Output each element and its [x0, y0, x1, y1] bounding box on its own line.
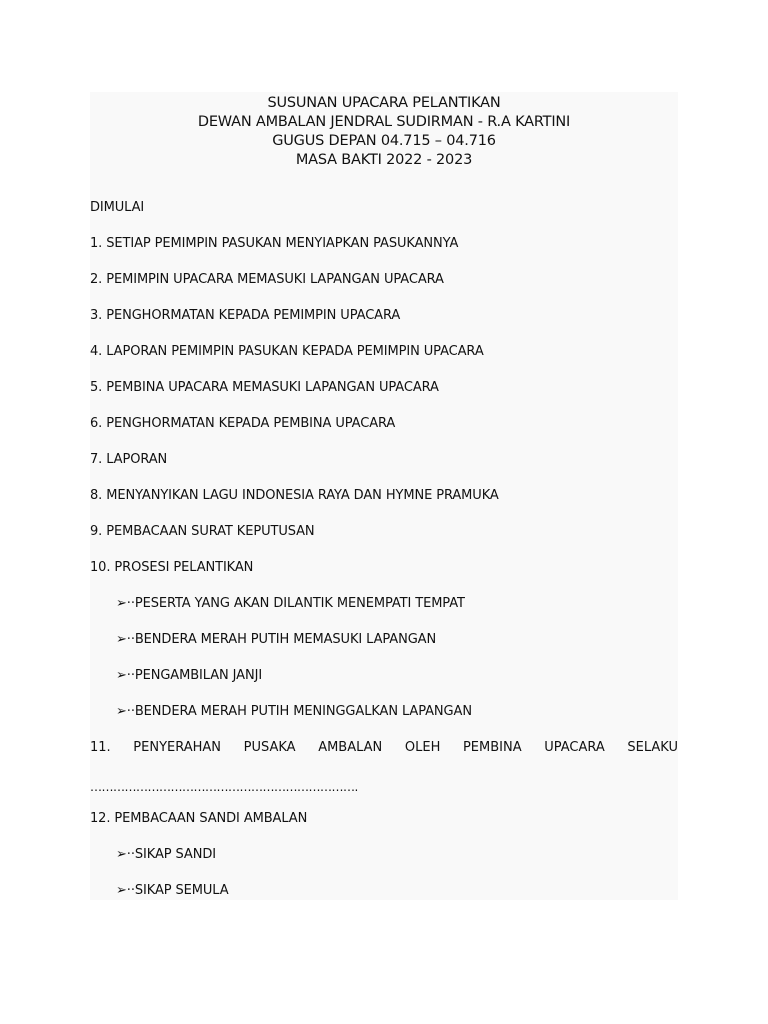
item11-word: PEMBINA	[462, 740, 522, 755]
item11-dotted-continuation: …………………………………………………………….	[90, 780, 358, 794]
list-item-10: 10. PROSESI PELANTIKAN	[90, 560, 254, 575]
list-item-4: 4. LAPORAN PEMIMPIN PASUKAN KEPADA PEMIMPIN UPACARA	[90, 344, 484, 359]
document-title	[90, 94, 678, 170]
item11-word: 11.	[90, 740, 111, 755]
sandi-subitem-1	[116, 847, 216, 863]
title-line-4: MASA BAKTI 2022 - 2023	[295, 152, 473, 168]
intro-text: DIMULAI	[90, 200, 145, 215]
item11-word: PUSAKA	[243, 740, 296, 755]
list-item-1: 1. SETIAP PEMIMPIN PASUKAN MENYIAPKAN PASUKANNYA	[90, 236, 459, 251]
arrow-bullet-icon: ➢··	[116, 883, 135, 898]
list-item-9: 9. PEMBACAAN SURAT KEPUTUSAN	[90, 524, 315, 539]
list-item-12: 12. PEMBACAAN SANDI AMBALAN	[90, 811, 308, 826]
item11-word: UPACARA	[544, 740, 605, 755]
title-line-2: DEWAN AMBALAN JENDRAL SUDIRMAN - R.A KARTINI	[197, 114, 571, 130]
arrow-bullet-icon: ➢··	[116, 632, 135, 647]
subitem-label: SIKAP SANDI	[134, 847, 216, 862]
title-line-3: GUGUS DEPAN 04.715 – 04.716	[272, 133, 496, 149]
arrow-bullet-icon: ➢··	[116, 704, 135, 719]
item11-word: SELAKU	[627, 740, 678, 755]
list-item-8: 8. MENYANYIKAN LAGU INDONESIA RAYA DAN HYMNE PRAMUKA	[90, 488, 499, 503]
subitem-label: PENGAMBILAN JANJI	[134, 668, 263, 683]
title-line-1: SUSUNAN UPACARA PELANTIKAN	[267, 95, 501, 111]
prosesi-subitem-4	[116, 704, 472, 720]
list-item-6: 6. PENGHORMATAN KEPADA PEMBINA UPACARA	[90, 416, 396, 431]
list-item-11	[90, 740, 678, 756]
item11-word: PENYERAHAN	[133, 740, 222, 755]
list-item-7: 7. LAPORAN	[90, 452, 168, 467]
prosesi-subitem-2	[116, 632, 436, 648]
list-item-2: 2. PEMIMPIN UPACARA MEMASUKI LAPANGAN UPACARA	[90, 272, 444, 287]
item11-word: AMBALAN	[318, 740, 383, 755]
subitem-label: BENDERA MERAH PUTIH MEMASUKI LAPANGAN	[134, 632, 437, 647]
subitem-label: PESERTA YANG AKAN DILANTIK MENEMPATI TEMPAT	[134, 596, 465, 611]
list-item-3: 3. PENGHORMATAN KEPADA PEMIMPIN UPACARA	[90, 308, 401, 323]
arrow-bullet-icon: ➢··	[116, 668, 135, 683]
prosesi-subitem-3	[116, 668, 262, 684]
item11-word: OLEH	[404, 740, 441, 755]
prosesi-subitem-1	[116, 596, 465, 612]
arrow-bullet-icon: ➢··	[116, 596, 135, 611]
list-item-5: 5. PEMBINA UPACARA MEMASUKI LAPANGAN UPACARA	[90, 380, 439, 395]
subitem-label: BENDERA MERAH PUTIH MENINGGALKAN LAPANGAN	[134, 704, 472, 719]
sandi-subitem-2	[116, 883, 229, 899]
subitem-label: SIKAP SEMULA	[134, 883, 229, 898]
arrow-bullet-icon: ➢··	[116, 847, 135, 862]
document-page	[90, 92, 678, 900]
